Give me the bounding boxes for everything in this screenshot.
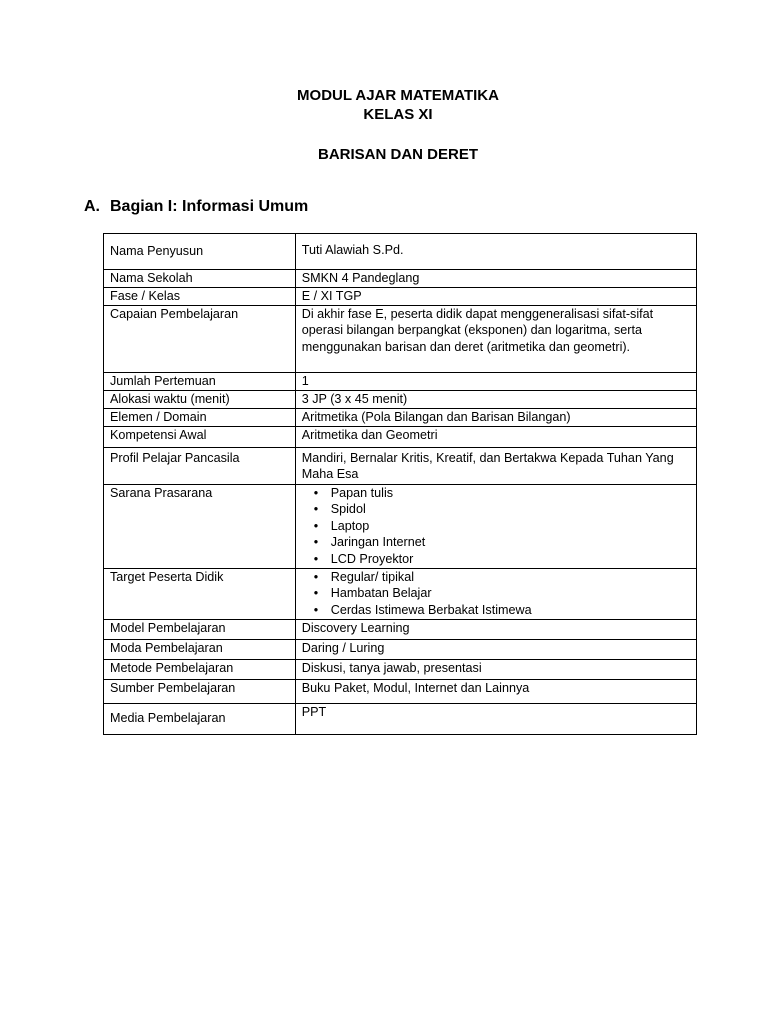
- facility-list: [302, 485, 690, 568]
- document-class: KELAS XI: [363, 106, 433, 123]
- table-row: [104, 619, 697, 639]
- row-value: [295, 372, 696, 390]
- list-item: • Spidol: [331, 501, 690, 518]
- table-row: [104, 484, 697, 568]
- row-label: [104, 390, 296, 408]
- row-value-text: Diskusi, tanya jawab, presentasi: [301, 660, 482, 675]
- row-label: [104, 619, 296, 639]
- row-value: [295, 619, 696, 639]
- row-value: [295, 447, 696, 484]
- row-label: [104, 288, 296, 306]
- row-label-text: Elemen / Domain: [110, 409, 207, 424]
- row-label: [104, 639, 296, 659]
- row-label-text: Sumber Pembelajaran: [110, 680, 236, 695]
- row-value: [295, 639, 696, 659]
- row-value-text: Discovery Learning: [301, 620, 410, 635]
- table-row: [104, 408, 697, 426]
- row-label: [104, 659, 296, 679]
- row-label-text: Nama Penyusun: [110, 244, 204, 259]
- list-item: • LCD Proyektor: [331, 551, 690, 568]
- table-row: [104, 659, 697, 679]
- table-row: [104, 270, 697, 288]
- row-value: [295, 659, 696, 679]
- row-value-text: PPT: [301, 704, 327, 719]
- document-title: MODUL AJAR MATEMATIKA: [297, 87, 499, 104]
- row-label-text: Metode Pembelajaran: [110, 660, 234, 675]
- list-item: • Papan tulis: [331, 485, 690, 502]
- row-value-text: SMKN 4 Pandeglang: [301, 271, 420, 285]
- row-label: [104, 679, 296, 703]
- row-value-text: 3 JP (3 x 45 menit): [301, 391, 408, 406]
- row-label: [104, 270, 296, 288]
- table-row: [104, 447, 697, 484]
- row-value: [295, 288, 696, 306]
- row-value: [295, 568, 696, 619]
- table-row: [104, 679, 697, 703]
- section-title: Bagian I: Informasi Umum: [110, 198, 309, 215]
- row-label-text: Media Pembelajaran: [110, 711, 226, 726]
- row-label: [104, 305, 296, 372]
- row-label-text: Target Peserta Didik: [110, 569, 224, 584]
- row-value: [295, 679, 696, 703]
- table-row: [104, 305, 697, 372]
- row-value: [295, 234, 696, 270]
- row-label: [104, 234, 296, 270]
- row-label-text: Model Pembelajaran: [110, 620, 226, 635]
- table-row: [104, 639, 697, 659]
- list-item: • Cerdas Istimewa Berbakat Istimewa: [331, 602, 690, 619]
- row-label: [104, 372, 296, 390]
- row-value: [295, 270, 696, 288]
- row-value-text: 1: [301, 373, 309, 388]
- row-value: [295, 484, 696, 568]
- row-value-text: Tuti Alawiah S.Pd.: [301, 243, 404, 257]
- row-value-text: E / XI TGP: [301, 289, 362, 303]
- row-label: [104, 408, 296, 426]
- row-label-text: Alokasi waktu (menit): [110, 391, 230, 406]
- row-label-text: Capaian Pembelajaran: [110, 306, 239, 321]
- row-label: [104, 447, 296, 484]
- row-label-text: Sarana Prasarana: [110, 485, 213, 500]
- document-topic: BARISAN DAN DERET: [317, 146, 478, 163]
- row-value-text: Daring / Luring: [301, 640, 385, 655]
- list-item: • Jaringan Internet: [331, 534, 690, 551]
- target-list: [302, 569, 690, 619]
- table-row: [104, 703, 697, 734]
- table-row: [104, 288, 697, 306]
- row-label: [104, 484, 296, 568]
- section-letter: A.: [84, 198, 100, 215]
- row-value-text: Di akhir fase E, peserta didik dapat menggeneralisasi sifat-sifat operasi bilangan berpangkat (eksponen) dan logaritma, serta menggunakan barisan dan deret (aritmetika dan geometri).: [301, 306, 654, 354]
- row-label: [104, 426, 296, 447]
- table-row: [104, 390, 697, 408]
- row-value-text: Buku Paket, Modul, Internet dan Lainnya: [301, 680, 530, 695]
- row-label-text: Kompetensi Awal: [110, 427, 207, 442]
- row-label-text: Moda Pembelajaran: [110, 640, 223, 655]
- row-value: [295, 703, 696, 734]
- row-label: [104, 703, 296, 734]
- row-value-text: Aritmetika dan Geometri: [301, 427, 438, 442]
- row-label-text: Jumlah Pertemuan: [110, 373, 216, 388]
- row-label: [104, 568, 296, 619]
- info-table: [103, 233, 697, 735]
- list-item: • Laptop: [331, 518, 690, 535]
- row-label-text: Nama Sekolah: [110, 271, 193, 285]
- table-row: [104, 426, 697, 447]
- row-value-text: Mandiri, Bernalar Kritis, Kreatif, dan Bertakwa Kepada Tuhan Yang Maha Esa: [301, 450, 674, 481]
- row-value: [295, 408, 696, 426]
- section-heading: [84, 197, 308, 217]
- list-item: • Regular/ tipikal: [331, 569, 690, 586]
- row-value-text: Aritmetika (Pola Bilangan dan Barisan Bilangan): [301, 409, 571, 424]
- list-item: • Hambatan Belajar: [331, 585, 690, 602]
- row-label-text: Profil Pelajar Pancasila: [110, 450, 240, 465]
- row-value: [295, 390, 696, 408]
- table-row: [104, 234, 697, 270]
- row-value: [295, 426, 696, 447]
- row-value: [295, 305, 696, 372]
- table-row: [104, 568, 697, 619]
- table-row: [104, 372, 697, 390]
- row-label-text: Fase / Kelas: [110, 289, 180, 303]
